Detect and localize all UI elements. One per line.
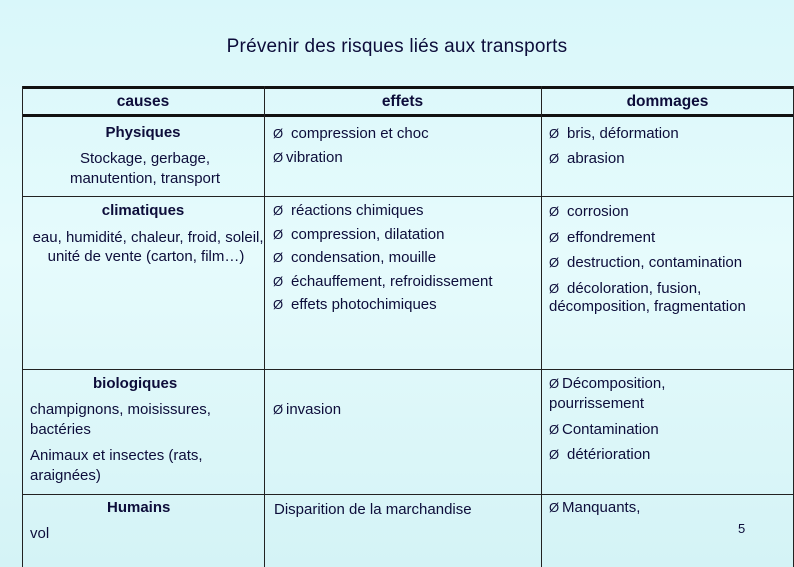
page-title: Prévenir des risques liés aux transports: [226, 36, 568, 57]
dommages-biologiques-item-3: Ø détérioration: [549, 446, 651, 463]
row-separator-1: [22, 196, 794, 197]
effets-humains-text: Disparition de la marchandise: [274, 501, 472, 518]
cause-physiques-detail: Stockage, gerbage, manutention, transport: [69, 150, 221, 187]
effets-biologiques-list: [273, 398, 341, 422]
row-separator-2: [22, 369, 794, 370]
header-dommages: dommages: [626, 93, 709, 110]
dommages-biologiques-item-1: Ø Décomposition,: [549, 375, 666, 392]
cause-climatiques-title: climatiques: [101, 202, 185, 219]
bullet-arrow-icon: Ø: [273, 250, 284, 265]
header-effets: effets: [381, 93, 424, 110]
dommages-climatiques-list: [549, 199, 742, 301]
row-separator-3: [22, 494, 794, 495]
effets-physiques-list: [273, 122, 429, 169]
cause-biologiques-detail-2: Animaux et insectes (rats, araignées): [30, 447, 203, 484]
dommages-physiques-list: [549, 122, 679, 172]
cause-physiques-title: Physiques: [105, 124, 181, 141]
bullet-arrow-icon: Ø: [273, 273, 284, 289]
list-item: Ø compression, dilatation: [273, 223, 493, 247]
bullet-arrow-icon: Ø: [549, 126, 560, 141]
bullet-arrow-icon: Ø: [549, 255, 560, 270]
list-item: Ø destruction, contamination: [549, 250, 742, 276]
cause-climatiques-detail: eau, humidité, chaleur, froid, soleil, unité de vente (carton, film…): [28, 229, 268, 265]
cause-biologiques-title: biologiques: [93, 375, 178, 392]
bullet-arrow-icon: Ø: [273, 402, 284, 417]
bullet-arrow-icon: Ø: [273, 126, 284, 141]
bullet-arrow-icon: Ø: [549, 204, 560, 219]
list-item: Ø effets photochimiques: [273, 293, 493, 317]
bullet-arrow-icon: Ø: [549, 422, 560, 437]
page-number: 5: [738, 521, 746, 536]
list-item: Ø réactions chimiques: [273, 199, 493, 223]
bullet-arrow-icon: Ø: [549, 150, 560, 166]
table-top-border: [22, 86, 794, 89]
header-causes: causes: [116, 93, 170, 110]
bullet-arrow-icon: Ø: [549, 280, 560, 296]
dommages-biologiques-item-1-cont: pourrissement: [549, 395, 645, 412]
list-item: Ø vibration: [273, 146, 429, 170]
bullet-arrow-icon: Ø: [549, 376, 560, 391]
bullet-arrow-icon: Ø: [549, 447, 560, 462]
list-item: Ø corrosion: [549, 199, 742, 225]
bullet-arrow-icon: Ø: [273, 203, 284, 218]
bullet-arrow-icon: Ø: [549, 229, 560, 245]
bullet-arrow-icon: Ø: [549, 500, 560, 515]
cause-biologiques-detail-1: champignons, moisissures, bactéries: [30, 401, 211, 438]
list-item: Ø invasion: [273, 398, 341, 422]
bullet-arrow-icon: Ø: [273, 226, 284, 242]
list-item: Ø condensation, mouille: [273, 246, 493, 270]
list-item: Ø compression et choc: [273, 122, 429, 146]
dommages-humains-item: Ø Manquants,: [549, 499, 641, 516]
dommages-climatiques-continuation: décomposition, fragmentation: [549, 298, 746, 315]
effets-climatiques-list: [273, 199, 493, 317]
list-item: Ø échauffement, refroidissement: [273, 270, 493, 294]
list-item: Ø abrasion: [549, 146, 679, 172]
cause-humains-detail: vol: [30, 525, 50, 542]
bullet-arrow-icon: Ø: [273, 149, 284, 165]
list-item: Ø bris, déformation: [549, 122, 679, 146]
bullet-arrow-icon: Ø: [273, 297, 284, 312]
dommages-biologiques-item-2: Ø Contamination: [549, 421, 659, 438]
list-item: Ø effondrement: [549, 225, 742, 251]
cause-humains-title: Humains: [107, 499, 171, 516]
header-separator: [22, 114, 794, 117]
list-item: Ø décoloration, fusion,: [549, 276, 742, 302]
